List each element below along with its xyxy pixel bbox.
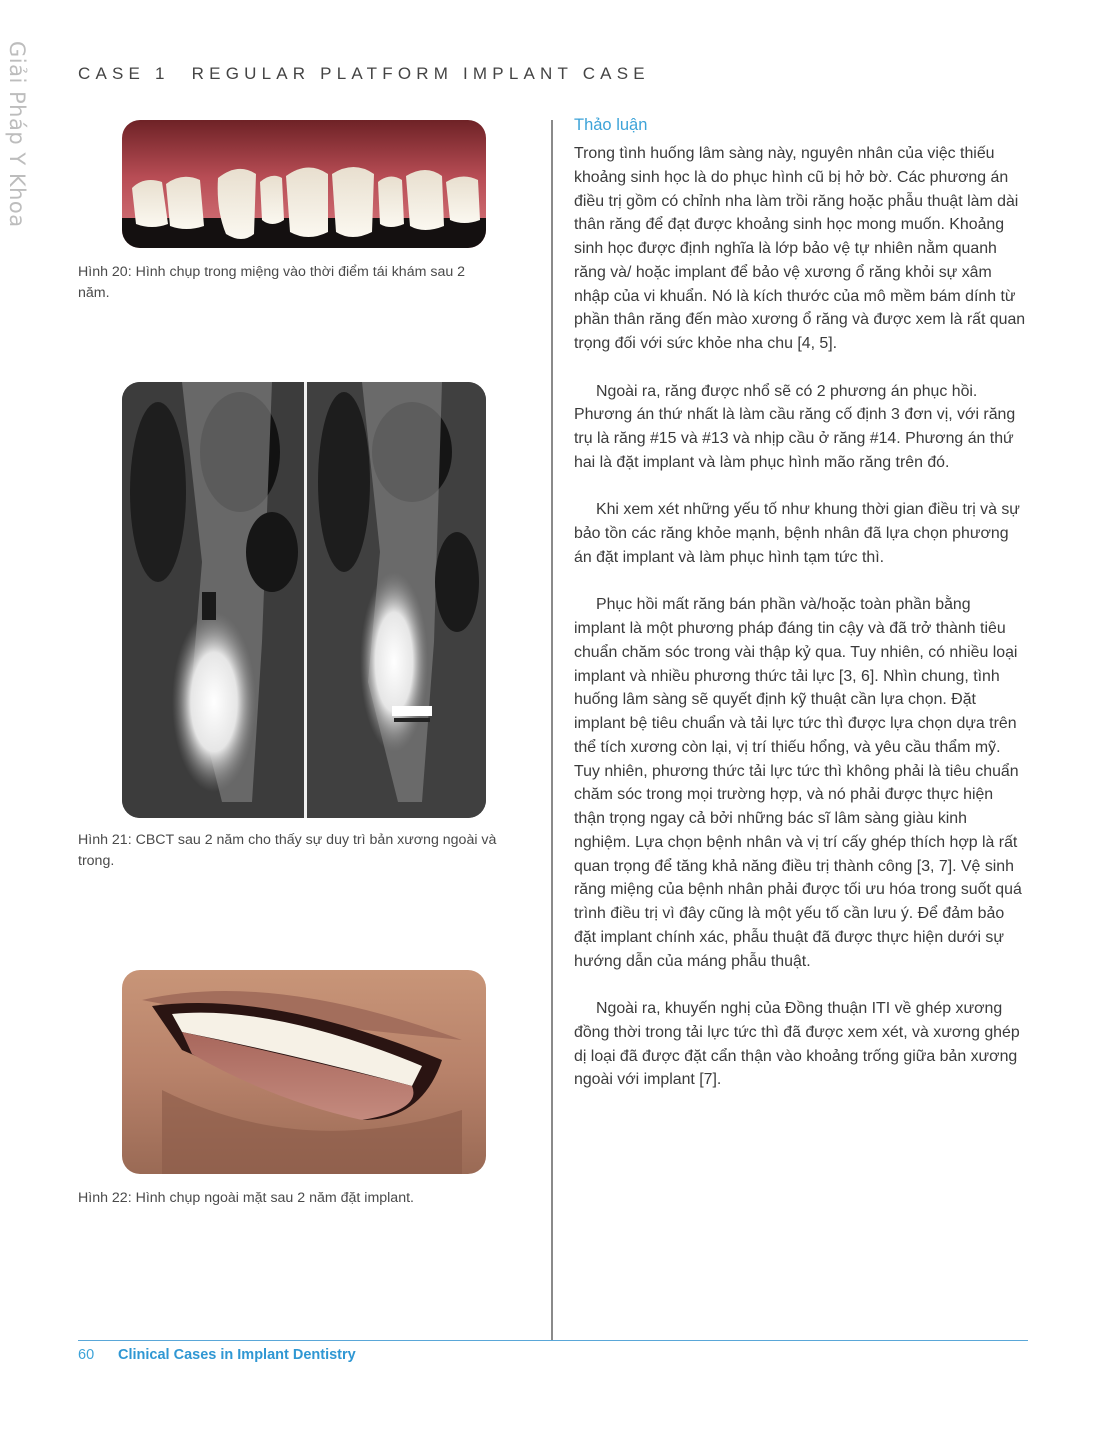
figure-22-caption: Hình 22: Hình chụp ngoài mặt sau 2 năm đặt implant. bbox=[78, 1190, 414, 1206]
figure-20-intraoral-photo bbox=[122, 120, 486, 248]
cbct-scan-image bbox=[122, 382, 486, 818]
figure-20-caption: Hình 20: Hình chụp trong miệng vào thời điểm tái khám sau 2 năm. bbox=[78, 264, 466, 301]
paragraph: Khi xem xét những yếu tố như khung thời gian điều trị và sự bảo tồn các răng khỏe mạnh, bệnh nhân đã lựa chọn phương án đặt implant và làm phục hình tạm tức thì. bbox=[574, 501, 1020, 566]
column-divider bbox=[551, 120, 553, 1340]
intraoral-photo-image bbox=[122, 120, 486, 248]
discussion-body bbox=[574, 142, 1026, 1116]
running-header bbox=[78, 64, 650, 84]
smile-photo-image bbox=[122, 970, 486, 1174]
figure-21-cbct-image bbox=[122, 382, 486, 818]
paragraph: Ngoài ra, khuyến nghị của Đồng thuận ITI về ghép xương đồng thời trong tải lực tức thì đã được xem xét, và xương ghép dị loại đã được đặt cẩn thận vào khoảng trống giữa bản xương ngoài với implant [7]. bbox=[574, 1000, 1020, 1089]
paragraph: Ngoài ra, răng được nhổ sẽ có 2 phương án phục hồi. Phương án thứ nhất là làm cầu răng cố định 3 đơn vị, với răng trụ là răng #15 và #13 và nhịp cầu ở răng #14. Phương án thứ hai là đặt implant và làm phục hình mão răng trên đó. bbox=[574, 382, 1016, 471]
figure-22-smile-photo bbox=[122, 970, 486, 1174]
case-label: CASE 1 bbox=[78, 64, 170, 83]
footer-rule bbox=[78, 1340, 1028, 1341]
figure-21-caption: Hình 21: CBCT sau 2 năm cho thấy sự duy trì bản xương ngoài và trong. bbox=[78, 832, 497, 869]
paragraph: Phục hồi mất răng bán phần và/hoặc toàn phần bằng implant là một phương pháp đáng tin cậy và đã trở thành tiêu chuẩn chăm sóc trong vài thập kỷ qua. Tuy nhiên, có nhiều loại implant và nhiều phương thức tải lực [3, 6]. Nhìn chung, tình huống lâm sàng sẽ quyết định kỹ thuật cần lựa chọn. Đặt implant bệ tiêu chuẩn và tải lực tức thì được lựa chọn dựa trên thể tích xương còn lại, vị trí thiếu hổng, và yêu cầu thẩm mỹ. Tuy nhiên, phương thức tải lực tức thì không phải là tiêu chuẩn chăm sóc trong mọi trường hợp, và nó phải được thực hiện thận trọng ngay cả bởi những bác sĩ lâm sàng giàu kinh nghiệm. Lựa chọn bệnh nhân và vị trí cấy ghép thích hợp là rất quan trọng để tăng khả năng điều trị thành công [3, 7]. Vệ sinh răng miệng của bệnh nhân phải được tối ưu hóa trong suốt quá trình điều trị vì đây cũng là một yếu tố cần lưu ý. Để đảm bảo đặt implant chính xác, phẫu thuật đã được thực hiện dưới sự hướng dẫn của máng phẫu thuật. bbox=[574, 596, 1022, 970]
paragraph: Trong tình huống lâm sàng này, nguyên nhân của việc thiếu khoảng sinh học là do phục hình cũ bị hở bờ. Các phương án điều trị gồm có chỉnh nha làm trồi răng hoặc phẫu thuật làm dài thân răng để đạt được khoảng sinh học mong muốn. Khoảng sinh học được định nghĩa là lớp bảo vệ tự nhiên nằm quanh răng và/ hoặc implant để bảo vệ xương ổ răng khỏi sự xâm nhập của vi khuẩn. Nó là kích thước của mô mềm bám dính từ phần thân răng đến mào xương ổ răng và được xem là rất quan trọng đối với sức khỏe nha chu [4, 5]. bbox=[574, 145, 1026, 352]
book-title: Clinical Cases in Implant Dentistry bbox=[118, 1347, 356, 1363]
watermark-text: Giải Pháp Y Khoa bbox=[5, 41, 29, 228]
page-number: 60 bbox=[78, 1347, 95, 1363]
section-heading: Thảo luận bbox=[574, 116, 648, 134]
case-title: REGULAR PLATFORM IMPLANT CASE bbox=[191, 64, 650, 83]
